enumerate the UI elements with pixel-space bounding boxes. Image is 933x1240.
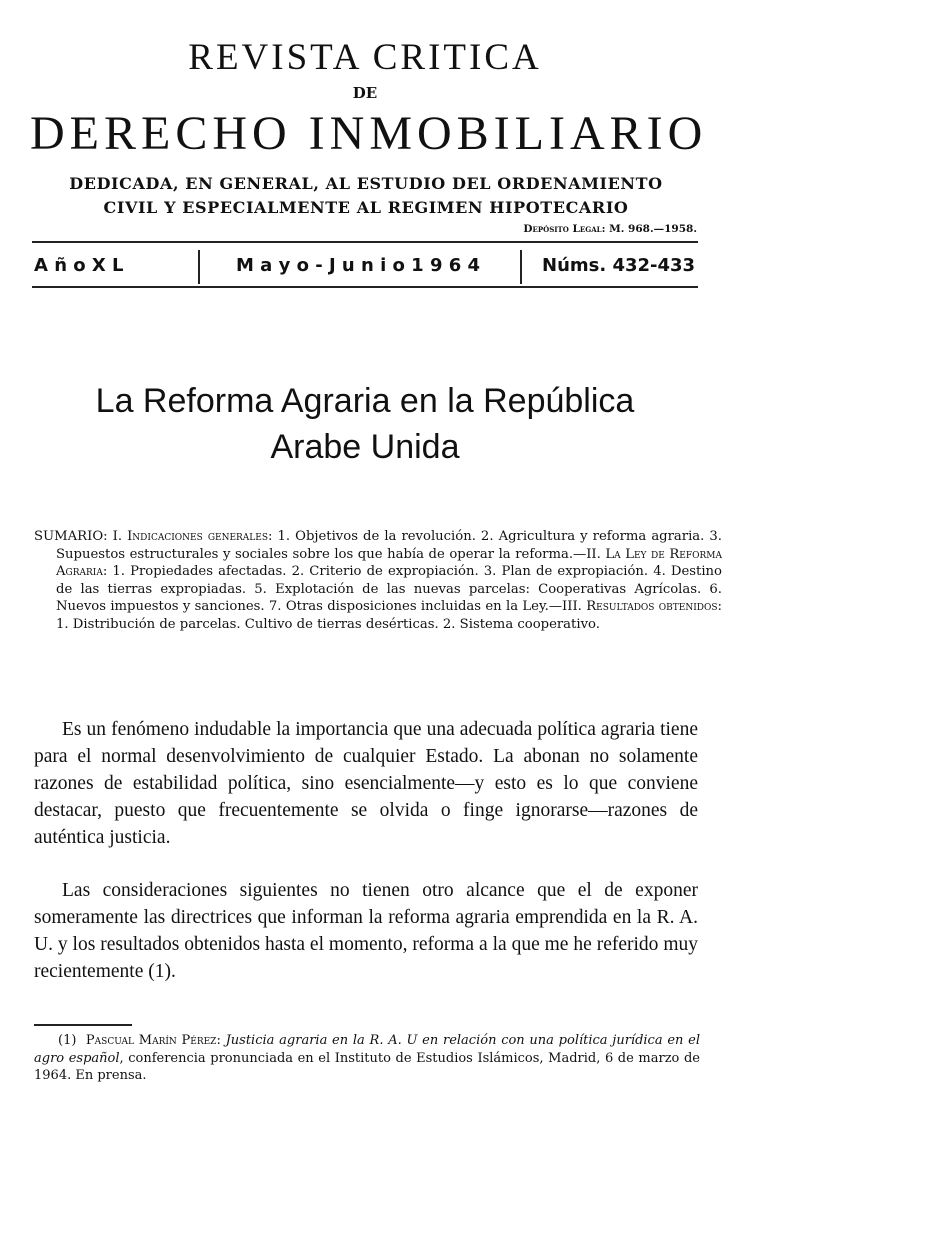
deposito-legal	[523, 223, 697, 235]
journal-title-de: DE	[352, 84, 378, 102]
article-title-line2: Arabe Unida	[270, 428, 460, 466]
journal-subtitle-line2: CIVIL Y ESPECIALMENTE AL REGIMEN HIPOTECARIO	[103, 198, 629, 217]
journal-subtitle-line1: DEDICADA, EN GENERAL, AL ESTUDIO DEL ORDENAMIENTO	[69, 174, 663, 193]
sumario-section-3-text: : 1. Distribución de parcelas. Cultivo de tierras desérticas. 2. Sistema cooperativo.	[56, 599, 722, 632]
footnote	[34, 1032, 700, 1085]
issue-bar	[32, 246, 698, 286]
journal-title-line1: REVISTA CRITICA	[188, 37, 542, 78]
footnote-rule	[34, 1024, 132, 1026]
journal-title-line2: DERECHO INMOBILIARIO	[30, 107, 708, 160]
issue-divider	[520, 250, 522, 284]
sumario-section-1-heading: I. Indicaciones generales	[112, 529, 269, 544]
sumario-section-2-heading: II. La Ley de Reforma Agraria	[56, 546, 722, 580]
sumario-label: SUMARIO:	[34, 529, 108, 544]
footnote-work-title: Justicia agraria en la R. A. U en relación con una política jurídica en el agro español	[34, 1033, 700, 1066]
top-rule	[32, 241, 698, 243]
issue-date: M a y o - J u n i o 1 9 6 4	[236, 255, 481, 276]
sumario-section-3-heading: III. Resultados obtenidos	[562, 599, 718, 615]
journal-subtitle	[30, 172, 702, 220]
issue-numbers: Núms. 432-433	[542, 255, 696, 276]
footnote-author: Pascual Marín Pérez	[85, 1033, 217, 1048]
article-title-line1: La Reforma Agraria en la República	[95, 382, 635, 420]
footnote-rest: , conferencia pronunciada en el Instituto de Estudios Islámicos, Madrid, 6 de marzo de 1964. En prensa.	[34, 1050, 700, 1083]
sumario	[34, 528, 722, 634]
deposito-value: : M. 968.—1958.	[601, 223, 697, 235]
body-paragraph: Es un fenómeno indudable la importancia que una adecuada política agraria tiene para el normal desenvolvimiento de cualquier Estado. La abonan no solamente razones de estabilidad política, sino esencialmente—y esto es lo que conviene destacar, puesto que frecuentemente se olvida o finge ignorarse—razones de auténtica justicia.	[34, 719, 698, 848]
sumario-section-2-text: : 1. Propiedades afectadas. 2. Criterio de expropiación. 3. Plan de expropiación. 4. Destino de las tierras expropiadas. 5. Explotación de las nuevas parcelas: Cooperativas Agrícolas. 6. Nuevos impuestos y sanciones. 7. Otras disposiciones incluidas en la Ley.—	[56, 564, 722, 615]
footnote-marker: (1)	[58, 1033, 77, 1048]
bottom-rule	[32, 286, 698, 288]
article-title	[0, 378, 730, 470]
issue-year: A ñ o X L	[34, 255, 124, 276]
body-paragraph: Las consideraciones siguientes no tienen otro alcance que el de exponer someramente las directrices que informan la reforma agraria emprendida en la R. A. U. y los resultados obtenidos hasta el momento, reforma a la que me he referido muy recientemente (1).	[34, 880, 698, 982]
footnote-separator: :	[216, 1033, 226, 1048]
deposito-label: Depósito Legal	[523, 223, 602, 235]
issue-divider	[198, 250, 200, 284]
sumario-section-1-text: : 1. Objetivos de la revolución. 2. Agricultura y reforma agraria. 3. Supuestos estructurales y sociales sobre los que había de operar la reforma.—	[56, 529, 722, 562]
